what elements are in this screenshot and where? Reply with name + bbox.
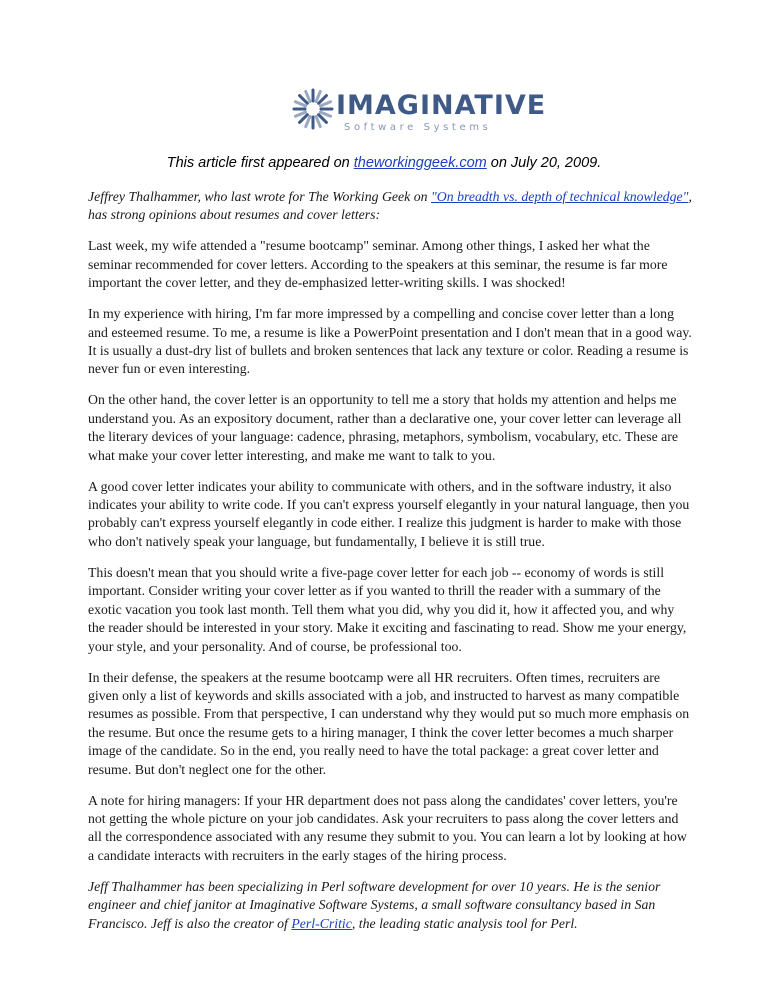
paragraph-7: A note for hiring managers: If your HR department does not pass along the candidates' cover letters, you're not getting the whole picture on your job candidates. Ask your recruiters to pass along the cover letters and all the correspondence associated with any resume they submit to you. You can learn a lot by looking at how a candidate interacts with recruiters in the early stages of the hiring process. <box>88 792 687 863</box>
logo-ray <box>300 115 308 123</box>
company-logo <box>292 88 547 138</box>
logo-ray <box>295 112 305 116</box>
sunburst-logo-icon <box>292 88 334 130</box>
intro-suffix: , has strong opinions about resumes and cover letters: <box>88 189 692 223</box>
headline <box>0 155 768 171</box>
logo-wordmark: IMAGINATIVE <box>336 90 547 121</box>
logo-ray <box>319 96 327 104</box>
logo-ray <box>316 91 320 101</box>
logo-tagline: Software Systems <box>344 122 492 133</box>
headline-prefix: This article first appeared on <box>166 155 354 171</box>
headline-suffix: on July 20, 2009. <box>486 155 602 171</box>
intro-prefix: Jeffrey Thalhammer, who last wrote for The Working Geek on <box>88 189 431 204</box>
intro-paragraph <box>88 188 692 225</box>
logo-ray <box>306 116 310 126</box>
paragraph-3: On the other hand, the cover letter is an opportunity to tell me a story that holds my attention and helps me understand you. As an expository document, rather than a declarative one, your cover letter can leverage all the literary devices of your language: cadence, phrasing, metaphors, symbolism, vocabulary, etc. These are what make your cover letter interesting, and make me want to talk to you. <box>88 392 682 463</box>
bio-suffix: , the leading static analysis tool for Perl. <box>351 915 578 931</box>
paragraph-1: Last week, my wife attended a "resume bootcamp" seminar. Among other things, I asked her what the seminar recommended for cover letters. According to the speakers at this seminar, the resume is far more important the cover letter, and they de-emphasized letter-writing skills. I was shocked! <box>88 238 668 291</box>
paragraph-2: In my experience with hiring, I'm far more impressed by a compelling and concise cover letter than a long and esteemed resume. To me, a resume is like a PowerPoint presentation and I don't mean that in a good way. It is usually a dust-dry list of bullets and broken sentences that lack any texture or color. Reading a resume is never fun or even interesting. <box>88 306 692 377</box>
logo-ray <box>306 91 310 101</box>
logo-ray <box>320 102 330 106</box>
article-body <box>88 188 692 946</box>
bio-prefix: Jeff Thalhammer has been specializing in Perl software development for over 10 years. He is the senior engineer and chief janitor at Imaginative Software Systems, a small software consultancy based in San Francisco. Jeff is also the creator of <box>88 878 661 931</box>
logo-ray <box>320 112 330 116</box>
paragraph-5: This doesn't mean that you should write a five-page cover letter for each job -- economy of words is still important. Consider writing your cover letter as if you wanted to thrill the reader with a summary of the exotic vacation you took last month. Tell them what you did, why you did it, how it affected you, and why the reader should be interested in your story. Make it exciting and fascinating to read. Show me your energy, your style, and your personality. And of course, be professional too. <box>88 564 687 654</box>
logo-ray <box>300 96 308 104</box>
logo-ray <box>316 116 320 126</box>
previous-article-link[interactable]: "On breadth vs. depth of technical knowledge" <box>430 189 689 204</box>
paragraph-4: A good cover letter indicates your ability to communicate with others, and in the software industry, it also indicates your ability to write code. If you can't express yourself elegantly in your natural language, then you probably can't express yourself elegantly in code either. I realize this judgment is harder to make with those who don't natively speak your language, but fundamentally, I believe it is still true. <box>88 478 690 549</box>
logo-ray <box>319 115 327 123</box>
author-bio <box>88 878 692 933</box>
logo-ray <box>295 102 305 106</box>
paragraph-6: In their defense, the speakers at the resume bootcamp were all HR recruiters. Often times, recruiters are given only a list of keywords and skills associated with a job, and instructed to harvest as many compatible resumes as possible. From that perspective, I can understand why they would put so much more emphasis on the resume. But once the resume gets to a hiring manager, I think the cover letter becomes a much sharper image of the candidate. So in the end, you really need to have the total package: a great cover letter and resume. But don't neglect one for the other. <box>88 669 690 777</box>
perl-critic-link[interactable]: Perl-Critic <box>291 915 352 931</box>
source-site-link[interactable]: theworkinggeek.com <box>353 155 487 171</box>
